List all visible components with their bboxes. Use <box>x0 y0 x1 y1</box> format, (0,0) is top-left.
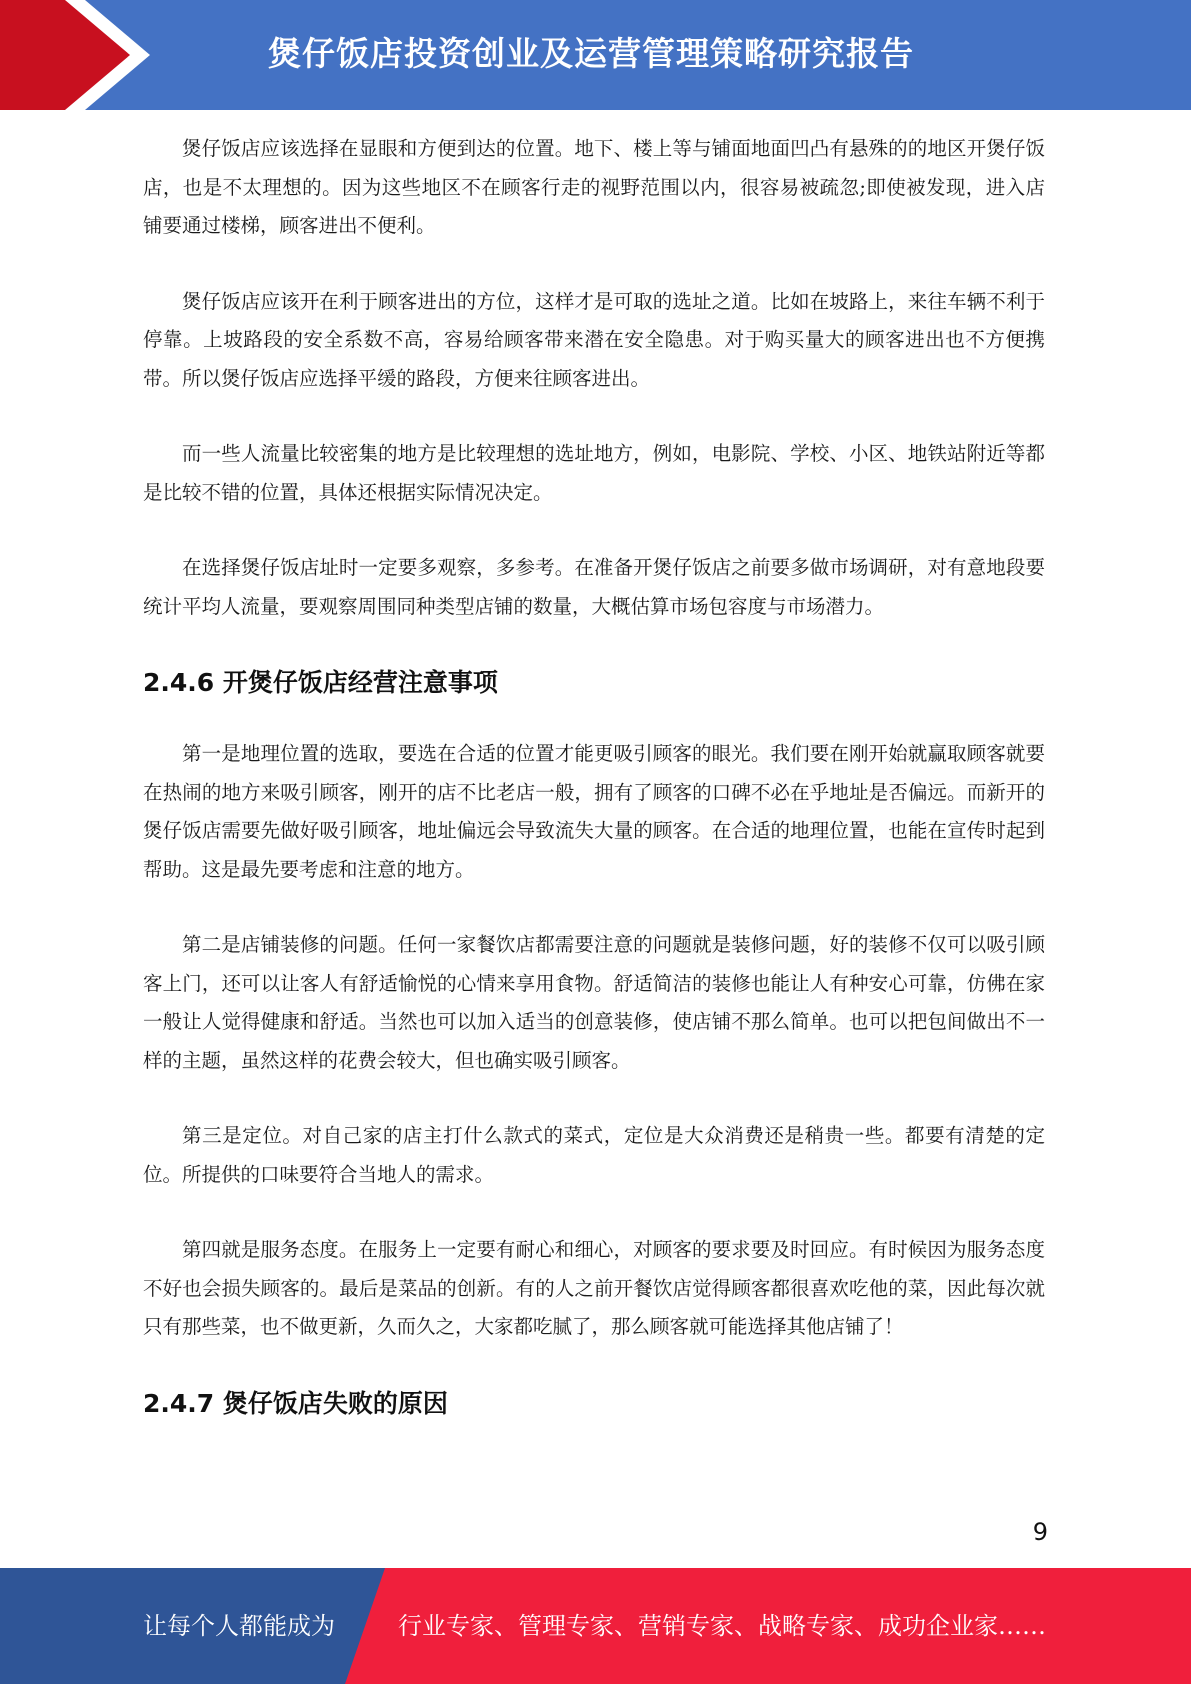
body-paragraph: 煲仔饭店应该开在利于顾客进出的方位，这样才是可取的选址之道。比如在坡路上，来往车辆不利于停靠。上坡路段的安全系数不高，容易给顾客带来潜在安全隐患。对于购买量大的顾客进出也不方便携带。所以煲仔饭店应选择平缓的路段，方便来往顾客进出。 <box>143 289 1045 390</box>
body-paragraph: 第二是店铺装修的问题。任何一家餐饮店都需要注意的问题就是装修问题，好的装修不仅可以吸引顾客上门，还可以让客人有舒适愉悦的心情来享用食物。舒适简洁的装修也能让人有种安心可靠，仿佛在家一般让人觉得健康和舒适。当然也可以加入适当的创意装修，使店铺不那么简单。也可以把包间做出不一样的主题，虽然这样的花费会较大，但也确实吸引顾客。 <box>143 933 1045 1072</box>
page-footer <box>0 1568 1191 1684</box>
header-arrow-red <box>0 0 130 110</box>
document-body <box>143 130 1045 1456</box>
body-paragraph: 第三是定位。对自己家的店主打什么款式的菜式，定位是大众消费还是稍贵一些。都要有清楚的定位。所提供的口味要符合当地人的需求。 <box>143 1124 1045 1186</box>
footer-slogan-left: 让每个人都能成为 <box>143 1612 335 1640</box>
body-paragraph: 而一些人流量比较密集的地方是比较理想的选址地方，例如，电影院、学校、小区、地铁站附近等都是比较不错的位置，具体还根据实际情况决定。 <box>143 442 1045 504</box>
document-title: 煲仔饭店投资创业及运营管理策略研究报告 <box>268 34 914 73</box>
page-header <box>0 0 1191 110</box>
body-paragraph: 第一是地理位置的选取，要选在合适的位置才能更吸引顾客的眼光。我们要在刚开始就赢取顾客就要在热闹的地方来吸引顾客，刚开的店不比老店一般，拥有了顾客的口碑不必在乎地址是否偏远。而新开的煲仔饭店需要先做好吸引顾客，地址偏远会导致流失大量的顾客。在合适的地理位置，也能在宣传时起到帮助。这是最先要考虑和注意的地方。 <box>143 742 1045 881</box>
body-paragraph: 第四就是服务态度。在服务上一定要有耐心和细心，对顾客的要求要及时回应。有时候因为服务态度不好也会损失顾客的。最后是菜品的创新。有的人之前开餐饮店觉得顾客都很喜欢吃他的菜，因此每次就只有那些菜，也不做更新，久而久之，大家都吃腻了，那么顾客就可能选择其他店铺了！ <box>143 1238 1045 1338</box>
footer-slogan-right: 行业专家、管理专家、营销专家、战略专家、成功企业家…… <box>398 1612 1046 1640</box>
body-paragraph: 在选择煲仔饭店址时一定要多观察，多参考。在准备开煲仔饭店之前要多做市场调研，对有意地段要统计平均人流量，要观察周围同种类型店铺的数量，大概估算市场包容度与市场潜力。 <box>143 556 1045 618</box>
section-heading: 2.4.7 煲仔饭店失败的原因 <box>143 1388 448 1418</box>
page-number: 9 <box>1032 1518 1048 1546</box>
body-paragraph: 煲仔饭店应该选择在显眼和方便到达的位置。地下、楼上等与铺面地面凹凸有悬殊的的地区开煲仔饭店，也是不太理想的。因为这些地区不在顾客行走的视野范围以内，很容易被疏忽;即使被发现，进入店铺要通过楼梯，顾客进出不便利。 <box>143 137 1045 237</box>
section-heading: 2.4.6 开煲仔饭店经营注意事项 <box>143 668 498 697</box>
